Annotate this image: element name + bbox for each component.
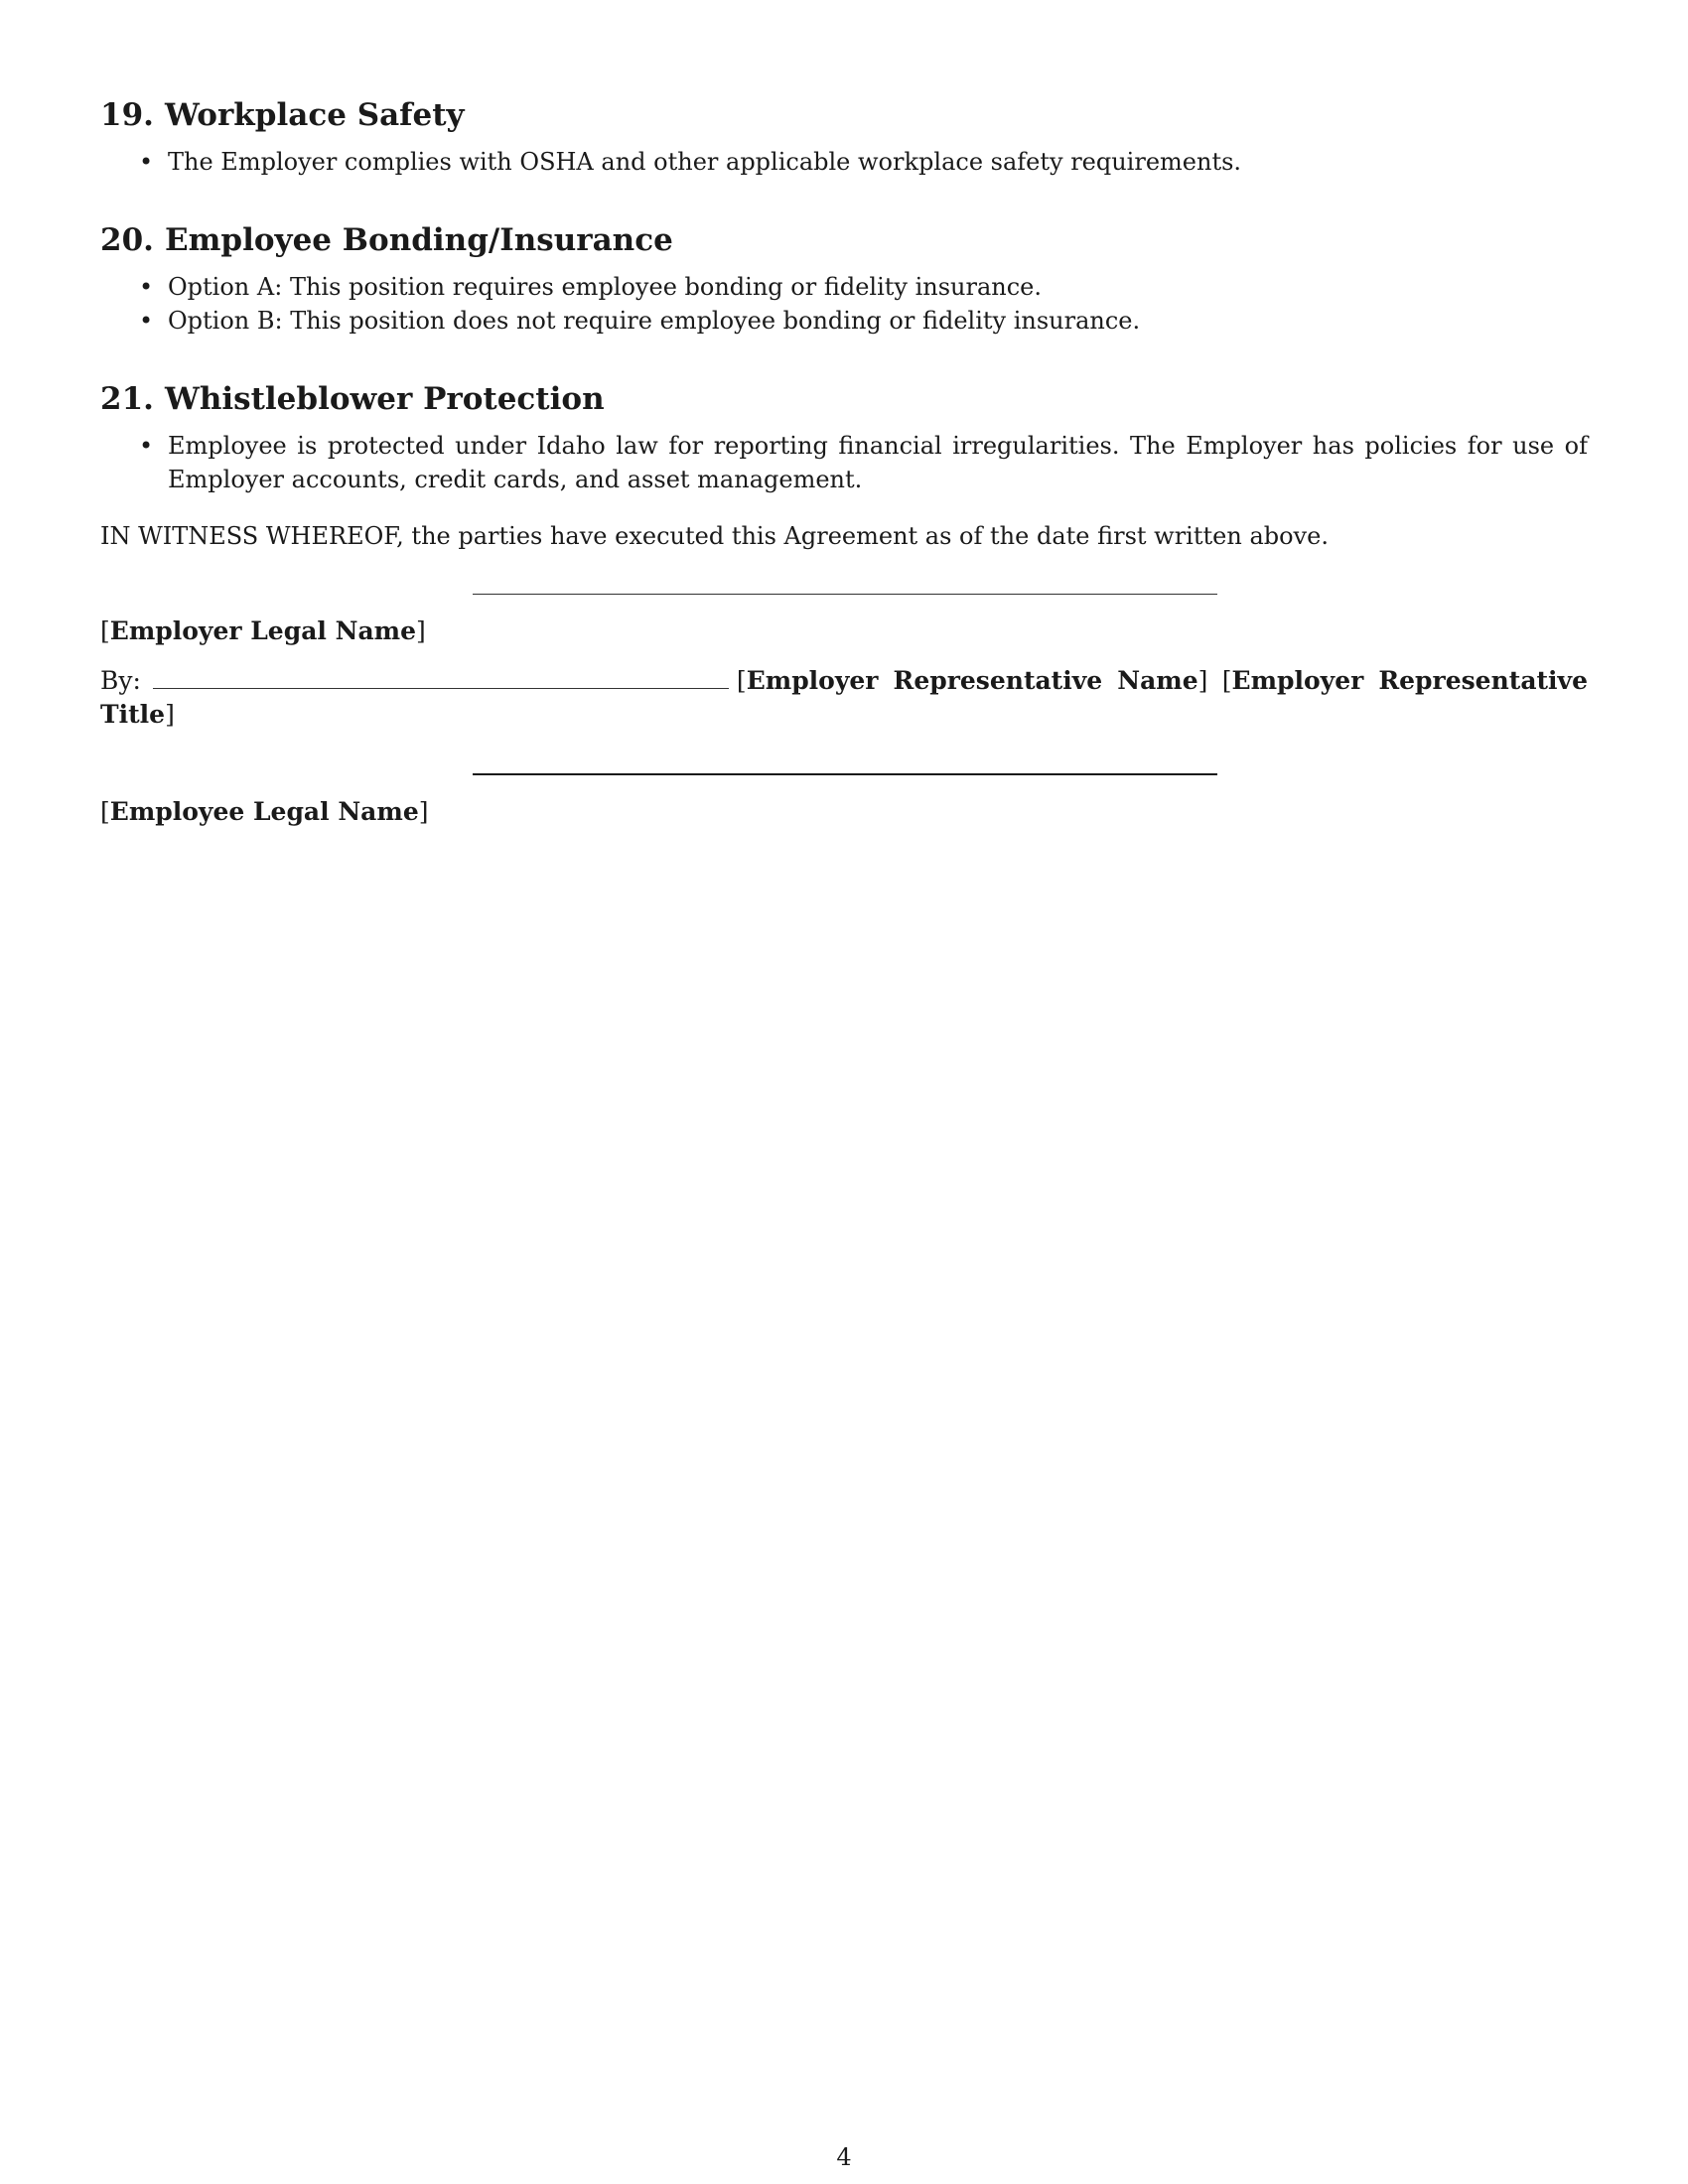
employee-legal-name: [Employee Legal Name]	[100, 797, 429, 826]
list-item	[100, 429, 1588, 496]
section-title: Employee Bonding/Insurance	[165, 222, 673, 258]
witness-clause: IN WITNESS WHEREOF, the parties have executed this Agreement as of the date first written above.	[100, 522, 1329, 550]
section-heading	[100, 379, 1588, 419]
employer-legal-name: [Employer Legal Name]	[100, 616, 426, 645]
list-item	[100, 304, 1588, 338]
employee-legal-name-text: Employee Legal Name	[109, 797, 419, 826]
employee-signature-line	[473, 773, 1217, 775]
section-heading	[100, 95, 1588, 135]
by-label: By:	[100, 666, 141, 695]
employer-by-row: By: [Employer Representative Name] [Employer Representative Title]	[100, 666, 1588, 729]
section-21	[100, 379, 1588, 496]
by-signature-blank	[153, 666, 729, 689]
section-20	[100, 220, 1588, 338]
section-title: Workplace Safety	[165, 97, 465, 133]
bullet-icon: •	[139, 273, 154, 301]
bullet-list	[100, 145, 1588, 179]
bullet-icon: •	[139, 432, 154, 460]
bullet-icon: •	[139, 307, 154, 335]
employer-legal-name-text: Employer Legal Name	[109, 616, 417, 645]
bullet-list	[100, 270, 1588, 338]
list-item	[100, 145, 1588, 179]
list-item	[100, 270, 1588, 304]
section-19	[100, 95, 1588, 179]
employer-representative-name: Employer Representative Name	[746, 666, 1198, 695]
list-item-text: The Employer complies with OSHA and other applicable workplace safety requirements.	[168, 148, 1242, 176]
section-number: 20.	[100, 222, 154, 258]
list-item-text: Option A: This position requires employee bonding or fidelity insurance.	[168, 273, 1043, 301]
page-number: 4	[836, 2143, 852, 2171]
section-heading	[100, 220, 1588, 260]
employer-signature-line	[473, 594, 1217, 595]
section-number: 19.	[100, 97, 154, 133]
bullet-icon: •	[139, 148, 154, 176]
list-item-text: Employee is protected under Idaho law for reporting financial irregularities. The Employer has policies for use of Employer accounts, credit cards, and asset management.	[168, 432, 1588, 493]
list-item-text: Option B: This position does not require employee bonding or fidelity insurance.	[168, 307, 1141, 335]
section-title: Whistleblower Protection	[165, 381, 605, 417]
section-number: 21.	[100, 381, 154, 417]
bullet-list	[100, 429, 1588, 496]
employer-representative-title: Employer Representative Title	[100, 666, 1588, 729]
